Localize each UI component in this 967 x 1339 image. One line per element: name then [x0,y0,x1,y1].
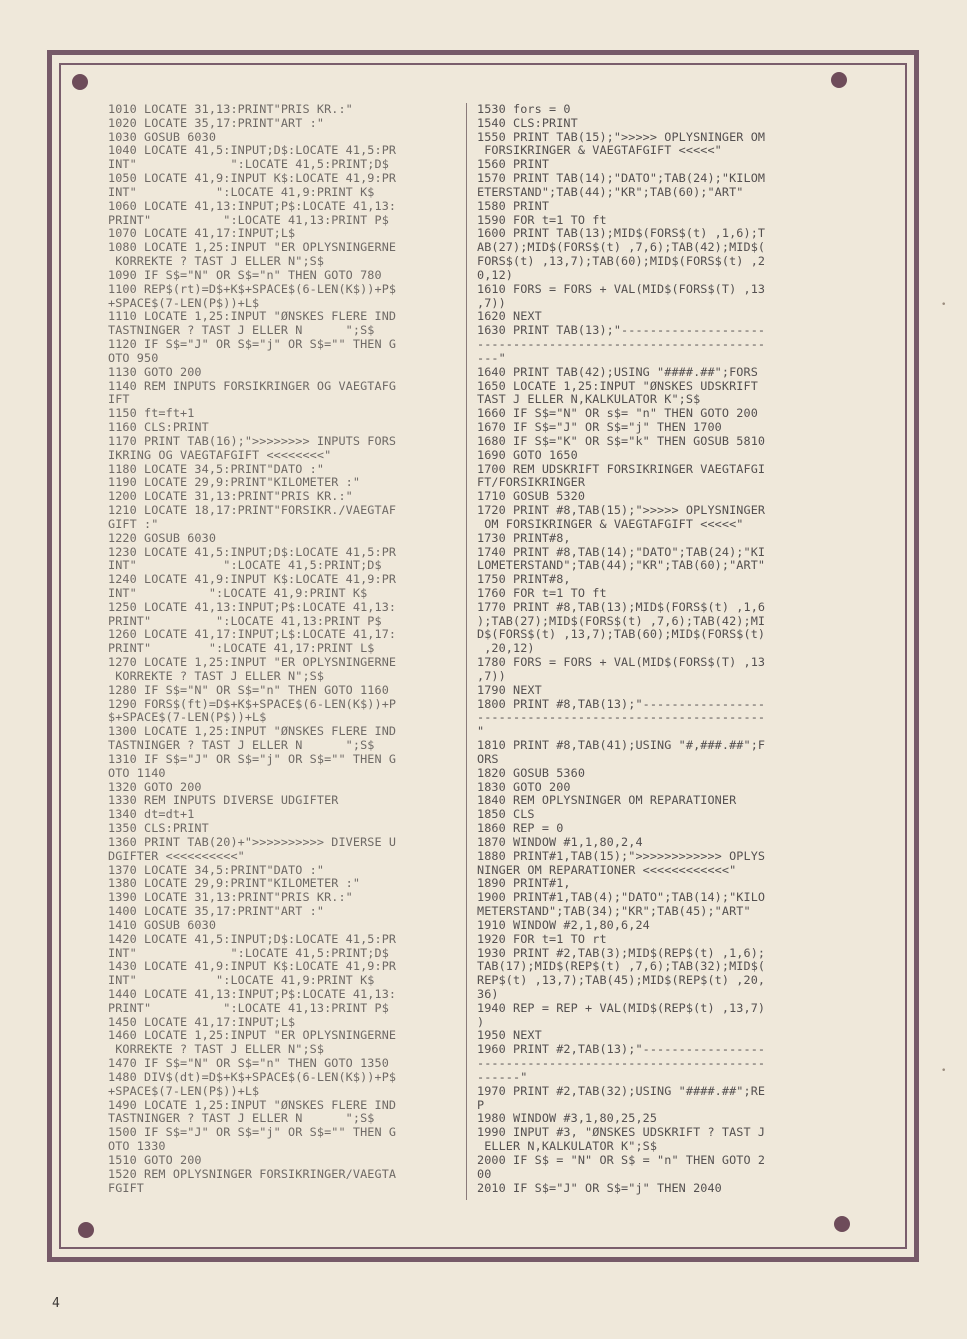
code-line: 1290 FORS$(ft)=D$+K$+SPACE$(6-LEN(K$))+P [108,696,397,711]
code-line: 1360 PRINT TAB(20)+">>>>>>>>>> DIVERSE U [108,834,397,849]
code-line: 1050 LOCATE 41,9:INPUT K$:LOCATE 41,9:PR [108,171,397,186]
code-line: PRINT" ":LOCATE 41,13:PRINT P$ [108,212,389,227]
code-line: 1140 REM INPUTS FORSIKRINGER OG VAEGTAFG [108,378,397,393]
code-line: 1560 PRINT [477,157,550,172]
code-line: 1930 PRINT #2,TAB(3);MID$(REP$(t) ,1,6); [477,945,766,960]
code-line: IKRING OG VAEGTAFGIFT <<<<<<<<" [108,447,332,462]
code-line: 1210 LOCATE 18,17:PRINT"FORSIKR./VAEGTAF [108,503,397,518]
code-line: ETERSTAND";TAB(44);"KR";TAB(60);"ART" [477,184,744,199]
code-line: ------" [477,1069,528,1084]
code-line: KORREKTE ? TAST J ELLER N";S$ [108,668,325,683]
code-line: INT" ":LOCATE 41,9:PRINT K$ [108,585,368,600]
code-line: 1100 REP$(rt)=D$+K$+SPACE$(6-LEN(K$))+P$ [108,281,397,296]
code-line: 1900 PRINT#1,TAB(4);"DATO";TAB(14);"KILO [477,890,766,905]
code-line: 1170 PRINT TAB(16);">>>>>>>> INPUTS FORS [108,433,397,448]
punch-mark: • [941,300,947,310]
code-line: NINGER OM REPARATIONER <<<<<<<<<<<<" [477,862,737,877]
code-line: 1550 PRINT TAB(15);">>>>> OPLYSNINGER OM [477,129,766,144]
code-line: 1460 LOCATE 1,25:INPUT "ER OPLYSNINGERNE [108,1028,397,1043]
code-line: KORREKTE ? TAST J ELLER N";S$ [108,1042,325,1057]
code-line: 2010 IF S$="J" OR S$="j" THEN 2040 [477,1180,722,1195]
code-line: 1200 LOCATE 31,13:PRINT"PRIS KR.:" [108,489,353,504]
code-line: 1730 PRINT#8, [477,530,571,545]
code-line: 1420 LOCATE 41,5:INPUT;D$:LOCATE 41,5:PR [108,931,397,946]
code-line: 2000 IF S$ = "N" OR S$ = "n" THEN GOTO 2 [477,1152,766,1167]
code-line: 1580 PRINT [477,198,550,213]
code-line: FORSIKRINGER & VAEGTAFGIFT <<<<<" [477,143,722,158]
code-line: INT" ":LOCATE 41,5:PRINT;D$ [108,945,389,960]
code-line: ,20,12) [477,641,535,656]
code-line: 1490 LOCATE 1,25:INPUT "ØNSKES FLERE IND [108,1097,397,1112]
code-line: ) [477,1014,485,1029]
code-line: 1980 WINDOW #3,1,80,25,25 [477,1111,658,1126]
code-line: REP$(t) ,13,7);TAB(45);MID$(REP$(t) ,20, [477,973,766,988]
code-line: 1330 REM INPUTS DIVERSE UDGIFTER [108,793,339,808]
code-line: 1180 LOCATE 34,5:PRINT"DATO :" [108,461,325,476]
code-line: 1470 IF S$="N" OR S$="n" THEN GOTO 1350 [108,1056,389,1071]
code-line: 1680 IF S$="K" OR S$="k" THEN GOSUB 5810 [477,433,766,448]
code-line: 1110 LOCATE 1,25:INPUT "ØNSKES FLERE IND [108,309,397,324]
code-line: 1130 GOTO 200 [108,364,202,379]
code-line: ---------------------------------------- [477,710,766,725]
code-line: 1160 CLS:PRINT [108,420,209,435]
code-line: );TAB(27);MID$(FORS$(t) ,7,6);TAB(42);MI [477,613,766,628]
code-line: AB(27);MID$(FORS$(t) ,7,6);TAB(42);MID$( [477,240,766,255]
code-line: PRINT" ":LOCATE 41,17:PRINT L$ [108,641,375,656]
code-line: OM FORSIKRINGER & VAEGTAFGIFT <<<<<" [477,516,744,531]
code-line: 1640 PRINT TAB(42);USING "####.##";FORS [477,364,758,379]
code-line: 1850 CLS [477,807,535,822]
code-line: OTO 950 [108,350,159,365]
code-line: 36) [477,987,499,1001]
code-line: 1690 GOTO 1650 [477,447,578,462]
code-line: +SPACE$(7-LEN(P$))+L$ [108,1083,260,1098]
code-line: 1760 FOR t=1 TO ft [477,585,607,600]
code-line: 1610 FORS = FORS + VAL(MID$(FORS$(T) ,13 [477,281,766,296]
code-line: 1750 PRINT#8, [477,572,571,587]
code-line: 1840 REM OPLYSNINGER OM REPARATIONER [477,793,737,808]
code-line: ,7)) [477,295,506,310]
code-line: TAB(17);MID$(REP$(t) ,7,6);TAB(32);MID$( [477,959,766,974]
code-line: 1220 GOSUB 6030 [108,530,217,545]
code-line: 1590 FOR t=1 TO ft [477,212,607,227]
code-line: 1240 LOCATE 41,9:INPUT K$:LOCATE 41,9:PR [108,572,397,587]
code-line: INT" ":LOCATE 41,5:PRINT;D$ [108,558,382,573]
code-line: 1320 GOTO 200 [108,779,202,794]
code-line: 1060 LOCATE 41,13:INPUT;P$:LOCATE 41,13: [108,198,397,213]
code-column-left [108,103,396,1195]
code-line: PRINT" ":LOCATE 41,13:PRINT P$ [108,613,382,628]
code-line: 00 [477,1166,492,1181]
code-line: 1600 PRINT TAB(13);MID$(FORS$(t) ,1,6);T [477,226,766,241]
binder-hole-top-right [831,72,847,88]
code-line: OTO 1140 [108,765,166,780]
code-line: 1860 REP = 0 [477,821,564,836]
code-line: 1380 LOCATE 29,9:PRINT"KILOMETER :" [108,876,361,891]
code-line: 1020 LOCATE 35,17:PRINT"ART :" [108,115,325,130]
code-line: 1510 GOTO 200 [108,1152,202,1167]
code-line: METERSTAND";TAB(34);"KR";TAB(45);"ART" [477,904,751,919]
code-line: 1710 GOSUB 5320 [477,489,586,504]
code-line: 1950 NEXT [477,1028,542,1043]
code-line: 1030 GOSUB 6030 [108,129,217,144]
code-line: 1880 PRINT#1,TAB(15);">>>>>>>>>>>> OPLYS [477,848,766,863]
code-line: IFT [108,392,130,407]
code-line: 1300 LOCATE 1,25:INPUT "ØNSKES FLERE IND [108,724,397,739]
code-line: $+SPACE$(7-LEN(P$))+L$ [108,710,267,725]
binder-hole-bottom-left [78,1222,94,1238]
code-line: 1830 GOTO 200 [477,779,571,794]
code-line: 1990 INPUT #3, "ØNSKES UDSKRIFT ? TAST J [477,1125,766,1140]
code-line: 1080 LOCATE 1,25:INPUT "ER OPLYSNINGERNE [108,240,397,255]
code-line: 1530 fors = 0 [477,102,571,116]
code-line: 1480 DIV$(dt)=D$+K$+SPACE$(6-LEN(K$))+P$ [108,1069,397,1084]
code-line: 1040 LOCATE 41,5:INPUT;D$:LOCATE 41,5:PR [108,143,397,158]
code-line: GIFT :" [108,516,159,531]
code-line: 1440 LOCATE 41,13:INPUT;P$:LOCATE 41,13: [108,987,397,1001]
code-line: 1430 LOCATE 41,9:INPUT K$:LOCATE 41,9:PR [108,959,397,974]
code-line: 1920 FOR t=1 TO rt [477,931,607,946]
code-line: 1960 PRINT #2,TAB(13);"----------------- [477,1042,766,1057]
code-line: 1870 WINDOW #1,1,80,2,4 [477,834,643,849]
code-line: PRINT" ":LOCATE 41,13:PRINT P$ [108,1000,389,1015]
code-line: " [477,724,485,739]
code-line: 1910 WINDOW #2,1,80,6,24 [477,917,650,932]
code-line: 1740 PRINT #8,TAB(14);"DATO";TAB(24);"KI [477,544,766,559]
code-line: 1260 LOCATE 41,17:INPUT;L$:LOCATE 41,17: [108,627,397,642]
code-line: TASTNINGER ? TAST J ELLER N ";S$ [108,738,375,753]
code-line: 1070 LOCATE 41,17:INPUT;L$ [108,226,296,241]
code-line: 1650 LOCATE 1,25:INPUT "ØNSKES UDSKRIFT [477,378,758,393]
code-line: 1350 CLS:PRINT [108,821,209,836]
code-column-right [477,103,765,1195]
code-line: 1890 PRINT#1, [477,876,571,891]
code-line: TASTNINGER ? TAST J ELLER N ";S$ [108,1111,375,1126]
code-line: 1340 dt=dt+1 [108,807,195,822]
code-line: INT" ":LOCATE 41,5:PRINT;D$ [108,157,389,172]
punch-mark: • [941,1066,947,1076]
code-line: 1820 GOSUB 5360 [477,765,586,780]
code-line: ---------------------------------------- [477,337,766,352]
code-line: INT" ":LOCATE 41,9:PRINT K$ [108,184,375,199]
code-line: 1230 LOCATE 41,5:INPUT;D$:LOCATE 41,5:PR [108,544,397,559]
code-line: 1450 LOCATE 41,17:INPUT;L$ [108,1014,296,1029]
code-line: LOMETERSTAND";TAB(44);"KR";TAB(60);"ART" [477,558,766,573]
code-line: FT/FORSIKRINGER [477,475,586,490]
code-line: 1010 LOCATE 31,13:PRINT"PRIS KR.:" [108,102,353,116]
code-line: 1090 IF S$="N" OR S$="n" THEN GOTO 780 [108,267,382,282]
code-line: 1790 NEXT [477,682,542,697]
code-line: INT" ":LOCATE 41,9:PRINT K$ [108,973,375,988]
code-line: D$(FORS$(t) ,13,7);TAB(60);MID$(FORS$(t) [477,627,766,642]
binder-hole-top-left [72,74,88,90]
column-divider [466,103,467,1200]
code-line: 1670 IF S$="J" OR S$="j" THEN 1700 [477,420,722,435]
code-line: 1620 NEXT [477,309,542,324]
code-line: 1800 PRINT #8,TAB(13);"----------------- [477,696,766,711]
code-line: 1410 GOSUB 6030 [108,917,217,932]
code-line: ORS [477,751,499,766]
code-line: FORS$(t) ,13,7);TAB(60);MID$(FORS$(t) ,2 [477,254,766,269]
code-line: FGIFT [108,1180,145,1195]
code-line: 1770 PRINT #8,TAB(13);MID$(FORS$(t) ,1,6 [477,599,766,614]
code-line: 1250 LOCATE 41,13:INPUT;P$:LOCATE 41,13: [108,599,397,614]
page-number: 4 [52,1296,60,1311]
code-line: 0,12) [477,267,514,282]
code-line: 1280 IF S$="N" OR S$="n" THEN GOTO 1160 [108,682,389,697]
code-line: OTO 1330 [108,1139,166,1154]
code-line: 1540 CLS:PRINT [477,115,578,130]
code-line: 1780 FORS = FORS + VAL(MID$(FORS$(T) ,13 [477,655,766,670]
binder-hole-bottom-right [834,1216,850,1232]
code-line: 1390 LOCATE 31,13:PRINT"PRIS KR.:" [108,890,353,905]
code-line: 1630 PRINT TAB(13);"-------------------- [477,323,766,338]
code-line: 1570 PRINT TAB(14);"DATO";TAB(24);"KILOM [477,171,766,186]
code-line: 1500 IF S$="J" OR S$="j" OR S$="" THEN G [108,1125,397,1140]
code-line: 1370 LOCATE 34,5:PRINT"DATO :" [108,862,325,877]
code-line: +SPACE$(7-LEN(P$))+L$ [108,295,260,310]
code-line: 1520 REM OPLYSNINGER FORSIKRINGER/VAEGTA [108,1166,397,1181]
code-line: 1150 ft=ft+1 [108,406,195,421]
code-line: 1720 PRINT #8,TAB(15);">>>>> OPLYSNINGER [477,503,766,518]
code-line: ---" [477,350,506,365]
code-line: 1940 REP = REP + VAL(MID$(REP$(t) ,13,7) [477,1000,766,1015]
code-line: 1970 PRINT #2,TAB(32);USING "####.##";RE [477,1083,766,1098]
code-line: ---------------------------------------- [477,1056,766,1071]
code-line: 1810 PRINT #8,TAB(41);USING "#,###.##";F [477,738,766,753]
code-line: KORREKTE ? TAST J ELLER N";S$ [108,254,325,269]
code-line: 1120 IF S$="J" OR S$="j" OR S$="" THEN G [108,337,397,352]
code-line: 1700 REM UDSKRIFT FORSIKRINGER VAEGTAFGI [477,461,766,476]
code-line: 1270 LOCATE 1,25:INPUT "ER OPLYSNINGERNE [108,655,397,670]
code-line: 1400 LOCATE 35,17:PRINT"ART :" [108,904,325,919]
code-line: DGIFTER <<<<<<<<<<" [108,848,245,863]
code-line: 1310 IF S$="J" OR S$="j" OR S$="" THEN G [108,751,397,766]
code-line: 1190 LOCATE 29,9:PRINT"KILOMETER :" [108,475,361,490]
code-line: P [477,1097,485,1112]
code-line: ,7)) [477,668,506,683]
code-line: TAST J ELLER N,KALKULATOR K";S$ [477,392,701,407]
code-line: TASTNINGER ? TAST J ELLER N ";S$ [108,323,375,338]
code-line: ELLER N,KALKULATOR K";S$ [477,1139,658,1154]
code-line: 1660 IF S$="N" OR s$= "n" THEN GOTO 200 [477,406,758,421]
